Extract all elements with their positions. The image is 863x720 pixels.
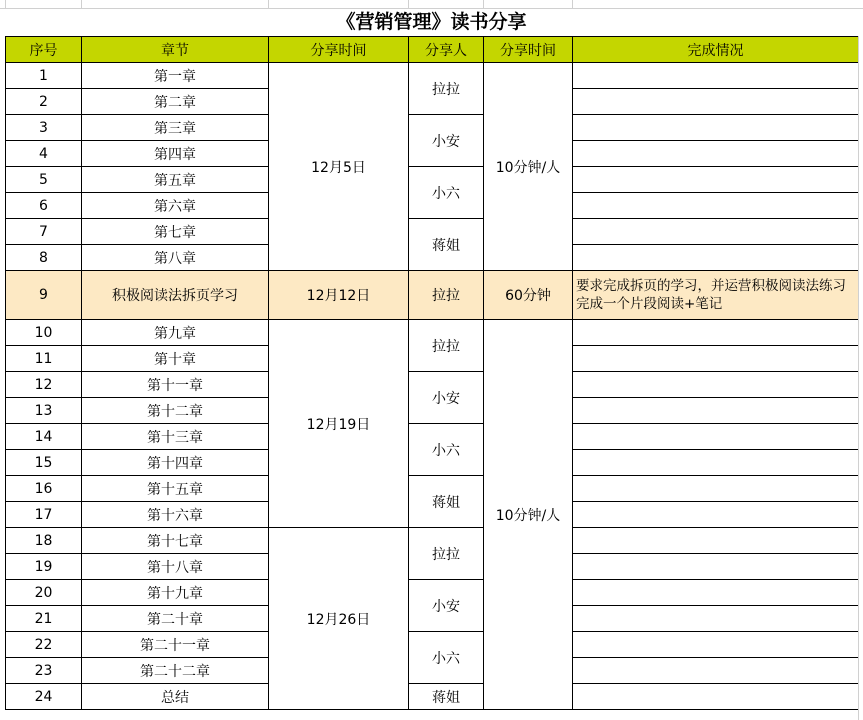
cell-person[interactable]: 小安: [409, 115, 484, 167]
cell-person[interactable]: 小安: [409, 372, 484, 424]
cell-chapter[interactable]: 第十一章: [82, 372, 269, 398]
cell-no[interactable]: 12: [6, 372, 82, 398]
cell-status[interactable]: [573, 424, 859, 450]
cell-status[interactable]: [573, 63, 859, 89]
table-row: [6, 424, 859, 450]
header-person[interactable]: 分享人: [409, 37, 484, 63]
cell-chapter[interactable]: 第八章: [82, 245, 269, 271]
table-row: [6, 632, 859, 658]
cell-status[interactable]: [573, 658, 859, 684]
table-row: [6, 580, 859, 606]
cell-chapter[interactable]: 第十五章: [82, 476, 269, 502]
cell-no[interactable]: 24: [6, 684, 82, 710]
cell-no[interactable]: 22: [6, 632, 82, 658]
cell-person[interactable]: 拉拉: [409, 63, 484, 115]
cell-status[interactable]: [573, 684, 859, 710]
cell-no[interactable]: 5: [6, 167, 82, 193]
cell-no[interactable]: 20: [6, 580, 82, 606]
table-row: [6, 219, 859, 245]
header-row: [6, 37, 859, 63]
cell-chapter[interactable]: 第十七章: [82, 528, 269, 554]
cell-person[interactable]: 拉拉: [409, 320, 484, 372]
cell-no[interactable]: 1: [6, 63, 82, 89]
schedule-table: [5, 36, 859, 710]
cell-person[interactable]: 蒋姐: [409, 476, 484, 528]
table-row: [6, 167, 859, 193]
cell-no[interactable]: 16: [6, 476, 82, 502]
header-status[interactable]: 完成情况: [573, 37, 859, 63]
cell-status[interactable]: [573, 89, 859, 115]
cell-no[interactable]: 10: [6, 320, 82, 346]
cell-person[interactable]: 拉拉: [409, 528, 484, 580]
cell-chapter[interactable]: 第十章: [82, 346, 269, 372]
cell-chapter[interactable]: 第五章: [82, 167, 269, 193]
cell-status[interactable]: [573, 219, 859, 245]
cell-status[interactable]: [573, 502, 859, 528]
cell-status[interactable]: [573, 476, 859, 502]
cell-person[interactable]: 小六: [409, 632, 484, 684]
cell-no[interactable]: 7: [6, 219, 82, 245]
cell-date[interactable]: 12月26日: [269, 528, 409, 710]
header-date[interactable]: 分享时间: [269, 37, 409, 63]
header-chapter[interactable]: 章节: [82, 37, 269, 63]
cell-no[interactable]: 4: [6, 141, 82, 167]
cell-no[interactable]: 18: [6, 528, 82, 554]
cell-no[interactable]: 11: [6, 346, 82, 372]
cell-person[interactable]: 蒋姐: [409, 684, 484, 710]
cell-status[interactable]: [573, 606, 859, 632]
cell-status[interactable]: [573, 372, 859, 398]
cell-no[interactable]: 17: [6, 502, 82, 528]
cell-status[interactable]: [573, 398, 859, 424]
cell-date[interactable]: 12月5日: [269, 63, 409, 271]
table-row: [6, 63, 859, 89]
cell-chapter[interactable]: 第十六章: [82, 502, 269, 528]
table-row: [6, 476, 859, 502]
cell-chapter[interactable]: 第六章: [82, 193, 269, 219]
table-row: [6, 320, 859, 346]
table-row-highlighted: [6, 271, 859, 320]
cell-status[interactable]: [573, 580, 859, 606]
cell-no[interactable]: 9: [6, 271, 82, 320]
table-row: [6, 372, 859, 398]
cell-no[interactable]: 14: [6, 424, 82, 450]
cell-no[interactable]: 21: [6, 606, 82, 632]
table-row: [6, 684, 859, 710]
cell-duration[interactable]: 60分钟: [484, 271, 573, 320]
cell-duration[interactable]: 10分钟/人: [484, 63, 573, 271]
cell-duration[interactable]: 10分钟/人: [484, 320, 573, 710]
cell-status[interactable]: [573, 346, 859, 372]
cell-no[interactable]: 8: [6, 245, 82, 271]
table-row: [6, 115, 859, 141]
cell-person[interactable]: 拉拉: [409, 271, 484, 320]
cell-status[interactable]: [573, 245, 859, 271]
cell-status[interactable]: [573, 115, 859, 141]
table-row: [6, 528, 859, 554]
cell-status[interactable]: [573, 320, 859, 346]
cell-date[interactable]: 12月12日: [269, 271, 409, 320]
cell-status[interactable]: [573, 632, 859, 658]
cell-chapter[interactable]: 第三章: [82, 115, 269, 141]
cell-person[interactable]: 小安: [409, 580, 484, 632]
cell-chapter[interactable]: 第二章: [82, 89, 269, 115]
cell-chapter[interactable]: 第十三章: [82, 424, 269, 450]
cell-chapter[interactable]: 第二十一章: [82, 632, 269, 658]
cell-status[interactable]: [573, 554, 859, 580]
cell-chapter[interactable]: 第十九章: [82, 580, 269, 606]
cell-date[interactable]: 12月19日: [269, 320, 409, 528]
cell-status[interactable]: [573, 141, 859, 167]
cell-chapter[interactable]: 第十二章: [82, 398, 269, 424]
cell-chapter[interactable]: 第二十章: [82, 606, 269, 632]
sheet-title: 《营销管理》读书分享: [336, 11, 527, 33]
cell-person[interactable]: 小六: [409, 424, 484, 476]
cell-chapter[interactable]: 第十八章: [82, 554, 269, 580]
cell-status[interactable]: 要求完成拆页的学习，并运营积极阅读法练习完成一个片段阅读+笔记: [573, 271, 859, 320]
cell-no[interactable]: 3: [6, 115, 82, 141]
cell-chapter[interactable]: 第一章: [82, 63, 269, 89]
cell-chapter[interactable]: 第七章: [82, 219, 269, 245]
cell-no[interactable]: 13: [6, 398, 82, 424]
sheet-right-gridline: [858, 36, 863, 720]
cell-chapter[interactable]: 积极阅读法拆页学习: [82, 271, 269, 320]
cell-status[interactable]: [573, 450, 859, 476]
cell-no[interactable]: 15: [6, 450, 82, 476]
cell-no[interactable]: 23: [6, 658, 82, 684]
cell-chapter[interactable]: 第十四章: [82, 450, 269, 476]
cell-chapter[interactable]: 第四章: [82, 141, 269, 167]
cell-no[interactable]: 19: [6, 554, 82, 580]
cell-status[interactable]: [573, 193, 859, 219]
cell-chapter[interactable]: 第二十二章: [82, 658, 269, 684]
cell-status[interactable]: [573, 528, 859, 554]
cell-no[interactable]: 6: [6, 193, 82, 219]
header-no[interactable]: 序号: [6, 37, 82, 63]
cell-person[interactable]: 蒋姐: [409, 219, 484, 271]
cell-status[interactable]: [573, 167, 859, 193]
cell-chapter[interactable]: 总结: [82, 684, 269, 710]
header-duration[interactable]: 分享时间: [484, 37, 573, 63]
cell-chapter[interactable]: 第九章: [82, 320, 269, 346]
cell-person[interactable]: 小六: [409, 167, 484, 219]
cell-no[interactable]: 2: [6, 89, 82, 115]
